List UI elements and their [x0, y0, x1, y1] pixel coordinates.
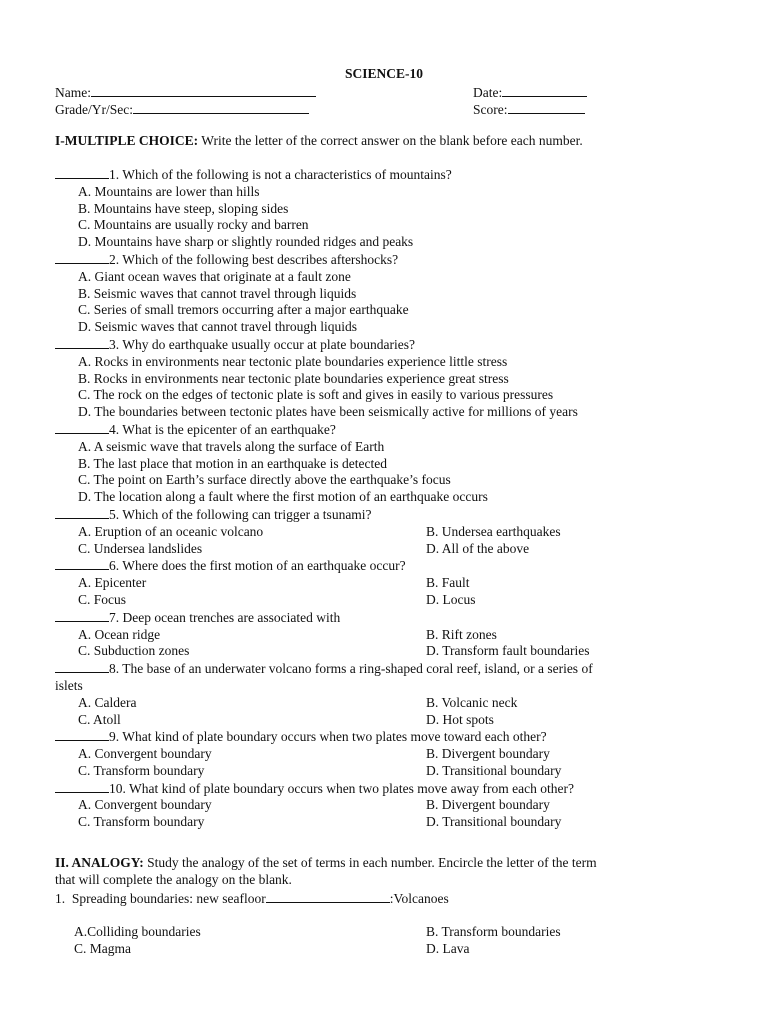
option: A.Colliding boundaries [74, 924, 201, 940]
score-field[interactable] [473, 100, 585, 119]
option-row [55, 941, 715, 958]
option: C. Focus [78, 591, 127, 607]
option: B. Transform boundaries [426, 924, 561, 940]
option: C. Series of small tremors occurring after a major earthquake [78, 302, 409, 318]
option: B. Seismic waves that cannot travel through liquids [78, 285, 357, 301]
answer-blank-2[interactable] [55, 251, 109, 264]
answer-blank-8[interactable] [55, 660, 109, 673]
option: B. Divergent boundary [426, 746, 550, 762]
option: A. Rocks in environments near tectonic plate boundaries experience little stress [78, 353, 508, 369]
option-row [55, 814, 715, 831]
option: C. The rock on the edges of tectonic plate is soft and gives in easily to various pressures [78, 387, 554, 403]
option: C. Subduction zones [78, 643, 190, 659]
question-2: 2. Which of the following best describes aftershocks? [55, 251, 715, 269]
name-field[interactable] [55, 83, 316, 102]
part2-section [55, 855, 715, 958]
option: C. Mountains are usually rocky and barren [78, 217, 309, 233]
option: D. Transform fault boundaries [426, 643, 590, 659]
score-line[interactable] [508, 100, 585, 114]
option: D. Locus [426, 591, 476, 607]
option-row [55, 592, 715, 609]
option: D. Transitional boundary [426, 762, 562, 778]
option: A. Mountains are lower than hills [78, 183, 260, 199]
option: A. Giant ocean waves that originate at a fault zone [78, 268, 351, 284]
grade-field[interactable] [55, 100, 309, 119]
option-row [55, 541, 715, 558]
analogy-blank[interactable] [266, 889, 390, 903]
answer-blank-6[interactable] [55, 557, 109, 570]
part2-instruction-2: that will complete the analogy on the blank. [55, 871, 292, 887]
option: A. Convergent boundary [78, 746, 212, 762]
date-line[interactable] [502, 83, 587, 97]
option: D. All of the above [426, 540, 530, 556]
option-row [55, 797, 715, 814]
question-3: 3. Why do earthquake usually occur at plate boundaries? [55, 336, 715, 354]
option: D. Mountains have sharp or slightly rounded ridges and peaks [78, 234, 414, 250]
question-9: 9. What kind of plate boundary occurs when two plates move toward each other? [55, 728, 715, 746]
option: C. Magma [74, 941, 131, 957]
grade-line[interactable] [133, 100, 309, 114]
score-label: Score: [473, 102, 508, 117]
question-6: 6. Where does the first motion of an earthquake occur? [55, 557, 715, 575]
option: B. Fault [426, 575, 470, 591]
name-label: Name: [55, 85, 91, 100]
answer-blank-7[interactable] [55, 609, 109, 622]
option: D. Hot spots [426, 711, 494, 727]
option: B. Volcanic neck [426, 694, 518, 710]
option: B. Rift zones [426, 626, 497, 642]
part1-questions [55, 166, 715, 831]
question-8: 8. The base of an underwater volcano forms a ring-shaped coral reef, island, or a series of [55, 660, 715, 678]
option: D. Transitional boundary [426, 814, 562, 830]
question-7: 7. Deep ocean trenches are associated with [55, 609, 715, 627]
option: A. Eruption of an oceanic volcano [78, 523, 264, 539]
answer-blank-9[interactable] [55, 728, 109, 741]
option: D. Lava [426, 941, 470, 957]
analogy-left: Spreading boundaries: new seafloor [71, 890, 266, 906]
answer-blank-5[interactable] [55, 506, 109, 519]
option: C. Undersea landslides [78, 540, 203, 556]
question-1: 1. Which of the following is not a characteristics of mountains? [55, 166, 715, 184]
option-row [55, 763, 715, 780]
part1-instructions [55, 133, 715, 150]
option: D. The boundaries between tectonic plates have been seismically active for millions of years [78, 404, 578, 420]
grade-label: Grade/Yr/Sec: [55, 102, 133, 117]
option-row [55, 712, 715, 729]
date-label: Date: [473, 85, 503, 100]
option: A. Epicenter [78, 575, 147, 591]
option: C. Atoll [78, 711, 121, 727]
option: D. Seismic waves that cannot travel through liquids [78, 319, 357, 335]
option-row [55, 575, 715, 592]
part2-instruction-1: Study the analogy of the set of terms in each number. Encircle the letter of the term [143, 855, 597, 870]
part1-heading: I-MULTIPLE CHOICE: [55, 133, 199, 148]
option-row [55, 695, 715, 712]
part2-heading: II. ANALOGY: [55, 855, 144, 870]
option-row [55, 524, 715, 541]
analogy-item-1 [55, 889, 715, 908]
option: B. Undersea earthquakes [426, 523, 561, 539]
item-number: 1. [55, 890, 66, 906]
answer-blank-10[interactable] [55, 780, 109, 793]
option: B. The last place that motion in an earthquake is detected [78, 455, 388, 471]
answer-blank-3[interactable] [55, 336, 109, 349]
option: A. Caldera [78, 694, 137, 710]
option-row [55, 643, 715, 660]
option-row [55, 627, 715, 644]
option: A. Ocean ridge [78, 626, 161, 642]
date-field[interactable] [473, 83, 587, 102]
question-8-continuation: islets [55, 677, 83, 693]
option: D. The location along a fault where the first motion of an earthquake occurs [78, 489, 488, 505]
option: A. Convergent boundary [78, 797, 212, 813]
analogy-right: :Volcanoes [389, 890, 449, 906]
page-title: SCIENCE-10 [344, 66, 423, 81]
option: C. Transform boundary [78, 814, 205, 830]
answer-blank-4[interactable] [55, 421, 109, 434]
option: B. Divergent boundary [426, 797, 550, 813]
option-row [55, 746, 715, 763]
option: B. Rocks in environments near tectonic plate boundaries experience great stress [78, 370, 509, 386]
question-4: 4. What is the epicenter of an earthquake? [55, 421, 715, 439]
part1-instruction: Write the letter of the correct answer on the blank before each number. [198, 133, 583, 148]
name-line[interactable] [91, 83, 316, 97]
option: C. The point on Earth’s surface directly above the earthquake’s focus [78, 472, 451, 488]
option: B. Mountains have steep, sloping sides [78, 200, 289, 216]
option: C. Transform boundary [78, 762, 205, 778]
answer-blank-1[interactable] [55, 166, 109, 179]
question-10: 10. What kind of plate boundary occurs when two plates move away from each other? [55, 780, 715, 798]
option-row [55, 924, 715, 941]
option: A. A seismic wave that travels along the surface of Earth [78, 438, 385, 454]
question-5: 5. Which of the following can trigger a tsunami? [55, 506, 715, 524]
